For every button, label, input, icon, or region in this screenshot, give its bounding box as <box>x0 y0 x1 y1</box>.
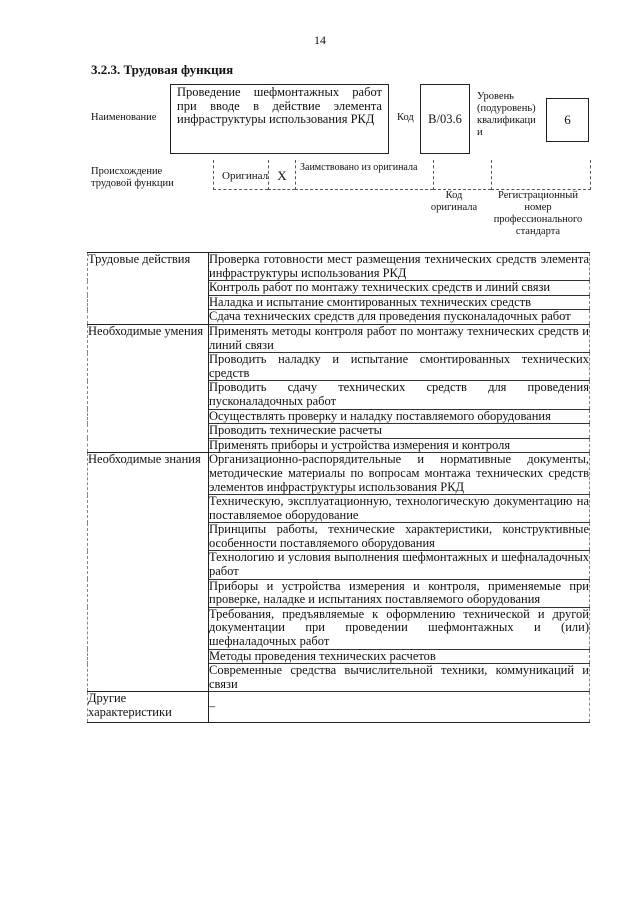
level-value: 6 <box>564 112 571 127</box>
list-item: Принципы работы, технические характеристики, конструктивные особенности поставляемого оборудования <box>209 522 589 550</box>
table-row <box>88 453 590 495</box>
list-item: Техническую, эксплуатационную, технологическую документацию на поставляемое оборудование <box>209 494 589 522</box>
list-item: Проводить технические расчеты <box>209 424 590 439</box>
category-label: Другие характеристики <box>88 692 209 723</box>
level-label: Уровень (подуровень) квалификаци и <box>477 91 536 138</box>
borrowed-label: Заимствовано из оригинала <box>295 160 433 190</box>
section-heading: 3.2.3. Трудовая функция <box>91 62 234 77</box>
category-label: Трудовые действия <box>88 253 209 325</box>
page-number: 14 <box>314 33 326 47</box>
list-item: Методы проведения технических расчетов <box>209 649 590 664</box>
list-item: Приборы и устройства измерения и контроля, применяемые при проверке, наладке и испытаниях поставляемого оборудования <box>209 578 589 607</box>
level-box <box>546 98 589 142</box>
list-item: Современные средства вычислительной техники, коммуникаций и связи <box>209 663 589 691</box>
function-details-table <box>87 252 590 723</box>
original-label: Оригинал <box>213 160 268 190</box>
code-label: Код <box>397 112 414 123</box>
list-item: – <box>209 692 590 723</box>
list-item: Проводить сдачу технических средств для проведения пусконаладочных работ <box>209 380 589 408</box>
category-label: Необходимые умения <box>88 324 209 452</box>
list-item: Сдача технических средств для проведения пусконаладочных работ <box>209 310 590 325</box>
list-item: Применять приборы и устройства измерения и контроля <box>209 438 590 453</box>
list-item: Осуществлять проверку и наладку поставляемого оборудования <box>209 409 590 424</box>
table-row <box>88 692 590 723</box>
code-box <box>420 84 470 154</box>
list-item: Проверка готовности мест размещения технических средств элемента инфраструктуры использования РКД <box>209 252 589 280</box>
origin-label: Происхождение трудовой функции <box>91 166 174 189</box>
name-label: Наименование <box>91 112 157 123</box>
category-label: Необходимые знания <box>88 453 209 692</box>
list-item: Организационно-распорядительные и нормативные документы, методические материалы по вопросам монтажа технических средств элементов инфраструктуры использования РКД <box>209 452 589 494</box>
list-item: Требования, предъявляемые к оформлению технической и другой документации при проведении шефмонтажных и (или) шефналадочных работ <box>209 606 589 649</box>
list-item: Проводить наладку и испытание смонтированных технических средств <box>209 352 589 380</box>
code-value: В/03.6 <box>428 111 462 126</box>
code-original-caption: Код оригинала <box>430 190 478 213</box>
reg-number-caption: Регистрационный номер профессионального стандарта <box>493 190 583 237</box>
code-original-cell <box>433 160 491 190</box>
table-row <box>88 324 590 352</box>
list-item: Применять методы контроля работ по монтажу технических средств и линий связи <box>209 323 589 352</box>
list-item: Контроль работ по монтажу технических средств и линий связи <box>209 281 590 296</box>
reg-number-cell <box>491 160 591 190</box>
origin-row <box>213 160 591 190</box>
function-name-box <box>170 84 389 154</box>
original-mark: X <box>268 160 295 190</box>
function-name-value: Проведение шефмонтажных работ при вводе в действие элемента инфраструктуры использования РКД <box>177 85 382 126</box>
table-row <box>88 253 590 281</box>
list-item: Технологию и условия выполнения шефмонтажных и шефналадочных работ <box>209 550 589 579</box>
list-item: Наладка и испытание смонтированных технических средств <box>209 295 590 310</box>
